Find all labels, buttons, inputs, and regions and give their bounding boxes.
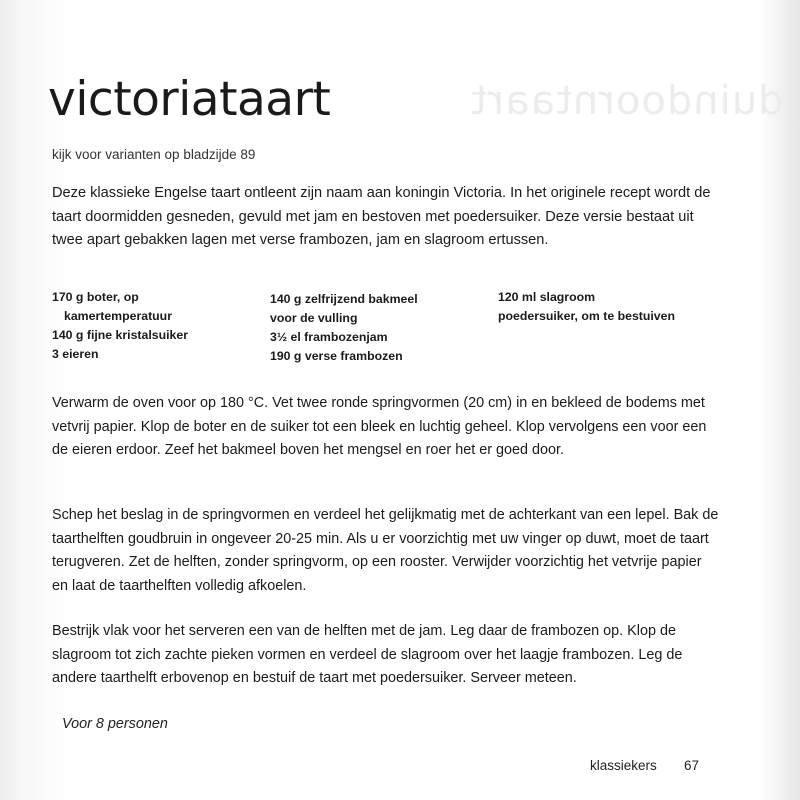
ingredients-column-3 — [498, 288, 738, 326]
method-step-3: Bestrijk vlak voor het serveren een van de helften met de jam. Leg daar de frambozen op. Klop de slagroom tot zich zachte pieken vormen en verdeel de slagroom over het laagje frambozen. Leg de andere taarthelft erbovenop en bestuif de taart met poedersuiker. Serveer meteen. — [52, 623, 683, 686]
ingredient-item: 3 eieren — [52, 347, 99, 361]
ingredient-item: 140 g zelfrijzend bakmeel — [270, 292, 418, 306]
method-step-1: Verwarm de oven voor op 180 °C. Vet twee ronde springvormen (20 cm) in en bekleed de bodems met vetvrij papier. Klop de boter en de suiker tot een bleek en luchtig geheel. Klop vervolgens een voor een de eieren erdoor. Zeef het bakmeel boven het mengsel en roer het er goed door. — [52, 395, 707, 458]
method-step-2: Schep het beslag in de springvormen en verdeel het gelijkmatig met de achterkant van een lepel. Bak de taarthelften goudbruin in ongeveer 20-25 min. Als u er voorzichtig met uw vinger op duwt, moet de taart terugveren. Zet de helften, zonder springvorm, op een rooster. Verwijder voorzichtig het vetvrije papier en laat de taarthelften volledig afkoelen. — [52, 507, 719, 594]
ingredient-item: 3½ el frambozenjam — [270, 330, 388, 344]
ingredients-column-1 — [52, 288, 252, 364]
ingredient-item: kamertemperatuur — [64, 309, 172, 323]
ingredient-item: 190 g verse frambozen — [270, 349, 403, 363]
ingredient-item: 120 ml slagroom — [498, 290, 596, 304]
ingredients-subheading: voor de vulling — [270, 311, 358, 325]
ingredients-column-2 — [270, 290, 490, 366]
recipe-intro: Deze klassieke Engelse taart ontleent zijn naam aan koningin Victoria. In het originele recept wordt de taart doormidden gesneden, gevuld met jam en bestoven met poedersuiker. Deze versie bestaat uit twee apart gebakken lagen met verse frambozen, jam en slagroom ertussen. — [52, 185, 711, 248]
recipe-title: victoriataart — [48, 72, 331, 127]
ingredient-item: 140 g fijne kristalsuiker — [52, 328, 189, 342]
variants-reference: kijk voor varianten op bladzijde 89 — [52, 147, 256, 162]
footer-section-name: klassiekers — [590, 758, 657, 773]
servings-note: Voor 8 personen — [62, 716, 168, 732]
page-number: 67 — [684, 758, 700, 773]
ingredient-item: 170 g boter, op — [52, 290, 139, 304]
ingredient-item: poedersuiker, om te bestuiven — [498, 309, 675, 323]
bleed-through-title: duindoorntaart — [470, 78, 784, 124]
